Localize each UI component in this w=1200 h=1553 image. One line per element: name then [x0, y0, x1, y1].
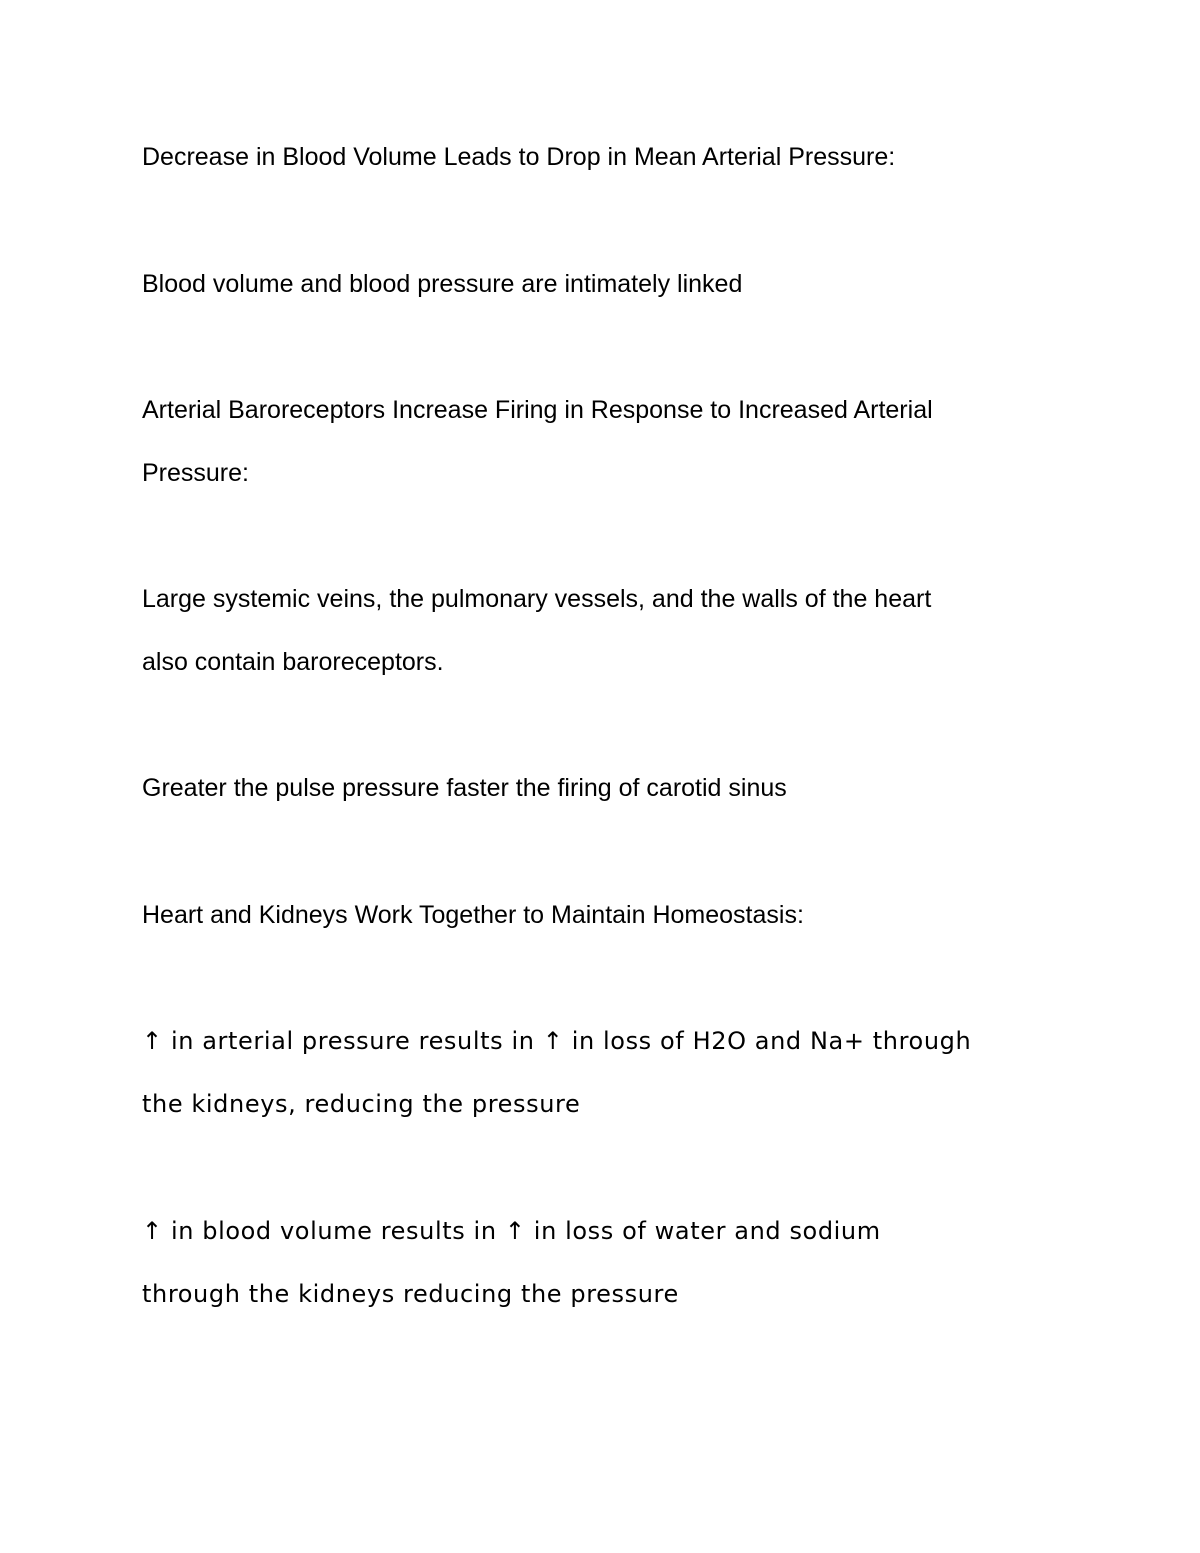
text-line: through the kidneys reducing the pressure	[142, 1280, 679, 1308]
text-line: ↑ in blood volume results in ↑ in loss of water and sodium	[142, 1217, 881, 1245]
text-line: the kidneys, reducing the pressure	[142, 1090, 581, 1118]
text-line: Decrease in Blood Volume Leads to Drop in Mean Arterial Pressure:	[142, 143, 896, 171]
paragraph-volume-pressure-linked	[142, 253, 1062, 316]
paragraph-other-baroreceptors	[142, 568, 1062, 694]
text-line: Arterial Baroreceptors Increase Firing in Response to Increased Arterial	[142, 396, 933, 424]
text-line: Large systemic veins, the pulmonary vessels, and the walls of the heart	[142, 585, 932, 613]
heading-arterial-baroreceptors	[142, 379, 1062, 505]
heading-blood-volume-map	[142, 126, 1062, 189]
paragraph-pulse-pressure	[142, 757, 1062, 820]
heading-heart-kidneys	[142, 884, 1062, 947]
paragraph-arterial-pressure-kidneys	[142, 1010, 1062, 1136]
text-line: Blood volume and blood pressure are intimately linked	[142, 270, 743, 298]
text-line: Pressure:	[142, 459, 249, 487]
text-line: Heart and Kidneys Work Together to Maintain Homeostasis:	[142, 901, 804, 929]
text-line: Greater the pulse pressure faster the firing of carotid sinus	[142, 774, 787, 802]
text-line: also contain baroreceptors.	[142, 648, 444, 676]
paragraph-blood-volume-kidneys	[142, 1200, 1062, 1326]
text-line: ↑ in arterial pressure results in ↑ in loss of H2O and Na+ through	[142, 1027, 972, 1055]
